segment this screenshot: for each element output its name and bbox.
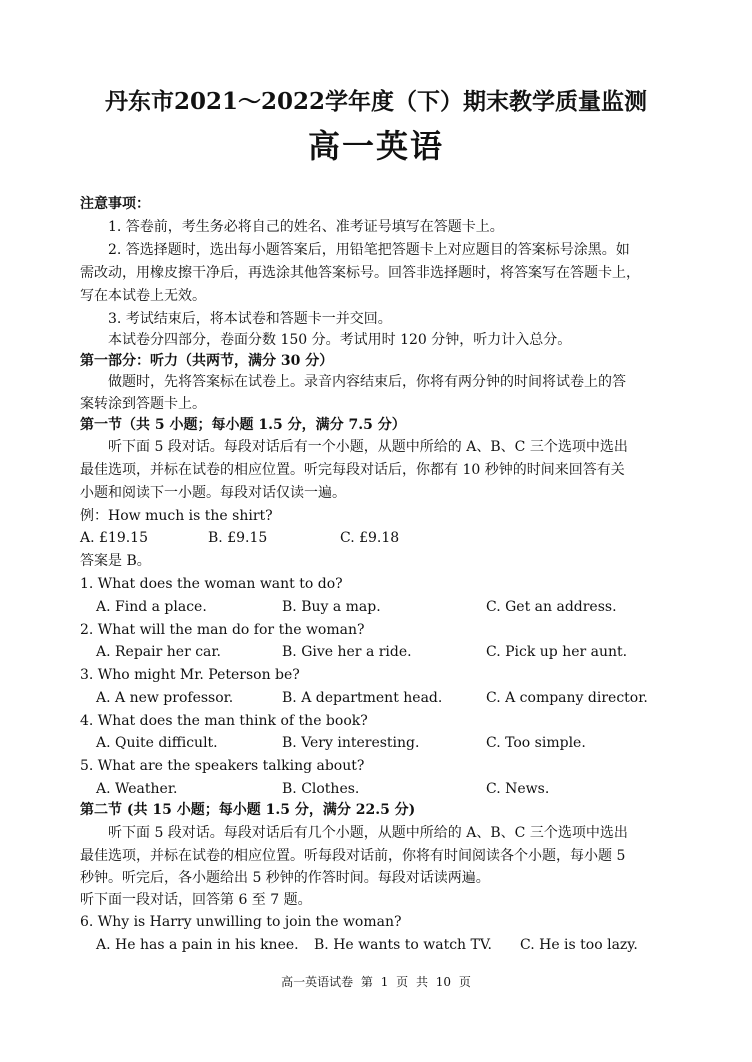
- option-b: B. A department head.: [282, 690, 443, 706]
- question-6: 6. Why is Harry unwilling to join the woman?: [80, 914, 402, 930]
- exam-title: 丹东市2021～2022学年度（下）期末教学质量监测: [104, 88, 648, 115]
- part1-intro: 做题时，先将答案标在试卷上。录音内容结束后，你将有两分钟的时间将试卷上的答: [108, 374, 626, 390]
- question-3-options: [96, 687, 676, 709]
- section2-intro: 听下面 5 段对话。每段对话后有几个小题，从题中所给的 A、B、C 三个选项中选出: [108, 825, 628, 841]
- example-option-b: B. £9.15: [208, 530, 268, 546]
- section2-heading: 第二节 (共 15 小题；每小题 1.5 分，满分 22.5 分): [80, 802, 416, 818]
- option-c: C. News.: [486, 781, 550, 797]
- part1-heading: 第一部分：听力（共两节，满分 30 分）: [80, 353, 334, 369]
- question-4-options: [96, 732, 676, 754]
- question-5-options: [96, 778, 676, 800]
- question-4: 4. What does the man think of the book?: [80, 713, 368, 729]
- section2-instruction: 听下面一段对话，回答第 6 至 7 题。: [80, 892, 312, 908]
- notice-item-1: 1. 答卷前，考生务必将自己的姓名、准考证号填写在答题卡上。: [108, 219, 504, 235]
- example-question: 例：How much is the shirt?: [80, 508, 273, 524]
- question-5: 5. What are the speakers talking about?: [80, 758, 365, 774]
- part1-intro-cont: 案转涂到答题卡上。: [80, 396, 206, 412]
- option-c: C. Get an address.: [486, 599, 617, 615]
- notice-item-3: 3. 考试结束后，将本试卷和答题卡一并交回。: [108, 311, 392, 327]
- subject-title: 高一英语: [307, 127, 444, 165]
- option-b: B. Give her a ride.: [282, 644, 412, 660]
- option-b: B. Very interesting.: [282, 735, 420, 751]
- option-c: C. Pick up her aunt.: [486, 644, 628, 660]
- section1-heading: 第一节（共 5 小题；每小题 1.5 分，满分 7.5 分）: [80, 417, 406, 433]
- question-2-options: [96, 641, 676, 663]
- example-option-c: C. £9.18: [340, 530, 400, 546]
- option-b: B. Clothes.: [282, 781, 360, 797]
- option-a: A. Weather.: [96, 781, 178, 797]
- option-c: C. A company director.: [486, 690, 648, 706]
- notice-item-2: 2. 答选择题时，选出每小题答案后，用铅笔把答题卡上对应题目的答案标号涂黑。如: [108, 242, 630, 258]
- option-a: A. Quite difficult.: [96, 735, 218, 751]
- option-a: A. A new professor.: [96, 690, 234, 706]
- notice-item-4: 本试卷分四部分，卷面分数 150 分。考试用时 120 分钟，听力计入总分。: [108, 332, 572, 348]
- question-1-options: [96, 596, 676, 618]
- question-2: 2. What will the man do for the woman?: [80, 622, 365, 638]
- example-options: [80, 527, 660, 549]
- option-a: A. He has a pain in his knee.: [96, 937, 299, 953]
- question-6-options: [96, 934, 676, 956]
- section1-intro-cont: 最佳选项，并标在试卷的相应位置。听完每段对话后，你都有 10 秒钟的时间来回答有关: [80, 462, 625, 478]
- option-a: A. Repair her car.: [96, 644, 222, 660]
- section1-intro-cont: 小题和阅读下一小题。每段对话仅读一遍。: [80, 485, 346, 501]
- notice-item-2-cont: 写在本试卷上无效。: [80, 288, 206, 304]
- option-b: B. Buy a map.: [282, 599, 381, 615]
- question-1: 1. What does the woman want to do?: [80, 576, 343, 592]
- option-c: C. Too simple.: [486, 735, 586, 751]
- example-answer: 答案是 B。: [80, 553, 151, 569]
- notice-item-2-cont: 需改动，用橡皮擦干净后，再选涂其他答案标号。回答非选择题时，将答案写在答题卡上，: [80, 265, 640, 281]
- question-3: 3. Who might Mr. Peterson be?: [80, 667, 300, 683]
- section1-intro: 听下面 5 段对话。每段对话后有一个小题，从题中所给的 A、B、C 三个选项中选出: [108, 439, 628, 455]
- option-b: B. He wants to watch TV.: [314, 937, 492, 953]
- notice-heading: 注意事项：: [80, 196, 150, 212]
- example-option-a: A. £19.15: [80, 530, 148, 546]
- option-c: C. He is too lazy.: [520, 937, 638, 953]
- section2-intro-cont: 最佳选项，并标在试卷的相应位置。听每段对话前，你将有时间阅读各个小题，每小题 5: [80, 848, 626, 864]
- page-footer: 高一英语试卷 第 1 页 共 10 页: [281, 975, 471, 989]
- option-a: A. Find a place.: [96, 599, 207, 615]
- section2-intro-cont: 秒钟。听完后，各小题给出 5 秒钟的作答时间。每段对话读两遍。: [80, 870, 490, 886]
